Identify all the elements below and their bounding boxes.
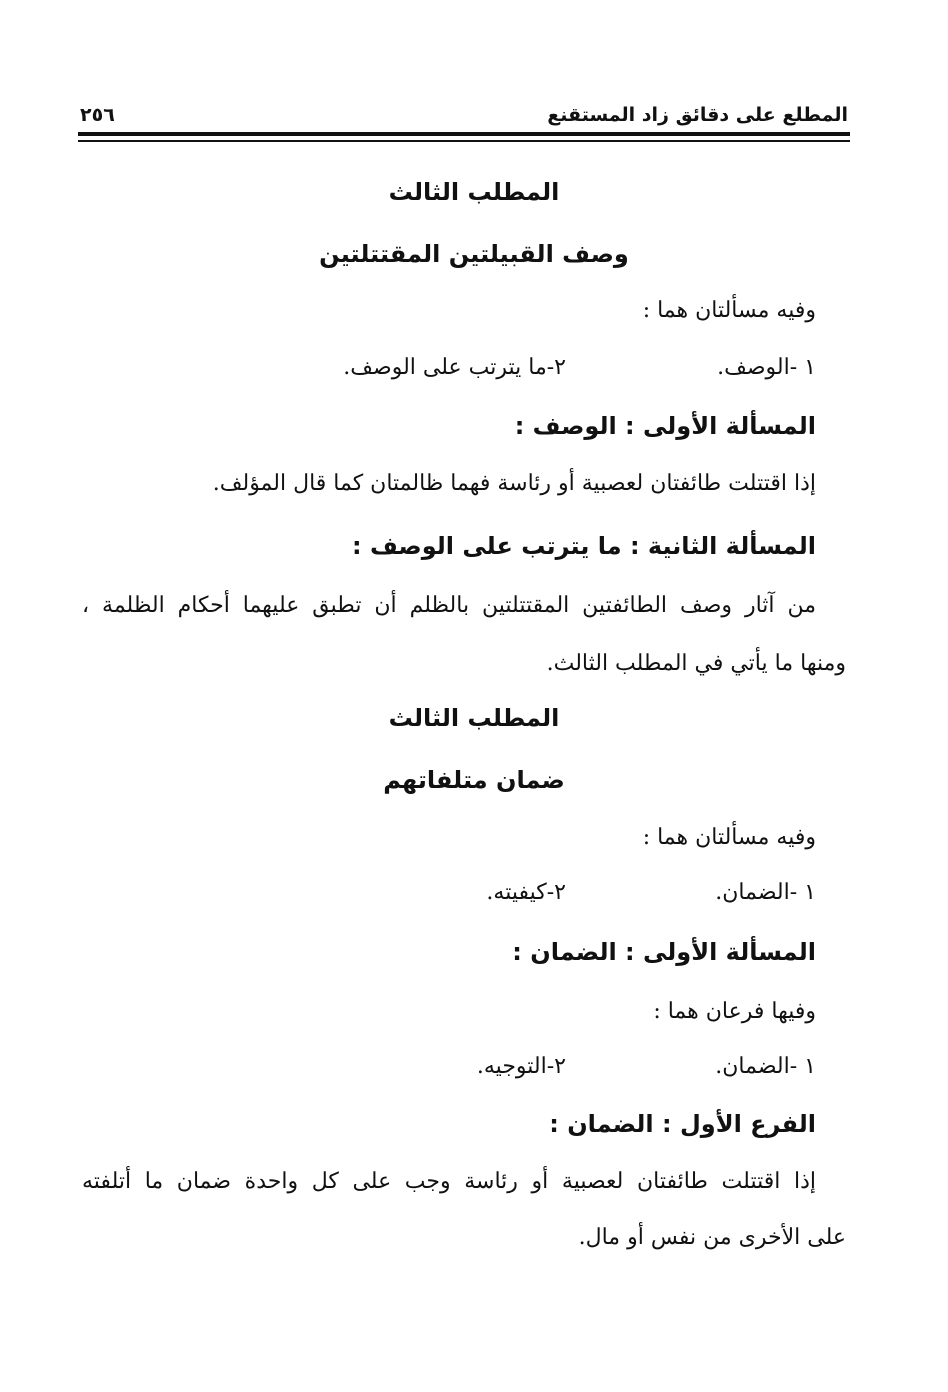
- running-header: [80, 92, 848, 126]
- list-item: ٢-كيفيته.: [486, 880, 566, 905]
- section-subtitle: ضمان متلفاتهم: [383, 766, 565, 794]
- item-list: [80, 1054, 816, 1079]
- paragraph-line: إذا اقتتلت طائفتان لعصبية أو رئاسة وجب على كل واحدة ضمان ما أتلفته: [82, 1169, 816, 1194]
- section-subtitle: وصف القبيلتين المقتتلتين: [319, 240, 629, 268]
- list-item: ٢-ما يترتب على الوصف.: [343, 355, 566, 380]
- header-rule-thin: [78, 140, 850, 142]
- item-list: [80, 880, 816, 905]
- paragraph-line: على الأخرى من نفس أو مال.: [578, 1225, 846, 1250]
- paragraph-line: من آثار وصف الطائفتين المقتتلتين بالظلم أن تطبق عليهما أحكام الظلمة ،: [82, 593, 816, 618]
- section-title: المطلب الثالث: [388, 704, 560, 732]
- question-heading: المسألة الثانية : ما يترتب على الوصف :: [352, 532, 816, 560]
- book-title: المطلع على دقائق زاد المستقنع: [547, 104, 848, 126]
- intro-text: وفيه مسألتان هما :: [642, 825, 816, 850]
- paragraph: إذا اقتتلت طائفتان لعصبية أو رئاسة فهما ظالمتان كما قال المؤلف.: [212, 471, 816, 496]
- question-heading: المسألة الأولى : الضمان :: [512, 938, 816, 966]
- paragraph-line: ومنها ما يأتي في المطلب الثالث.: [546, 651, 846, 676]
- section-title: المطلب الثالث: [388, 178, 560, 206]
- intro-text: وفيها فرعان هما :: [653, 999, 816, 1024]
- list-item: ١ -الضمان.: [715, 880, 816, 905]
- list-item: ١ -الضمان.: [715, 1054, 816, 1079]
- intro-text: وفيه مسألتان هما :: [642, 298, 816, 323]
- list-item: ١ -الوصف.: [717, 355, 816, 380]
- question-heading: المسألة الأولى : الوصف :: [514, 412, 816, 440]
- item-list: [80, 355, 816, 380]
- branch-heading: الفرع الأول : الضمان :: [549, 1110, 816, 1138]
- list-item: ٢-التوجيه.: [476, 1054, 566, 1079]
- header-rule-thick: [78, 132, 850, 136]
- page-number: ٢٥٦: [80, 104, 115, 126]
